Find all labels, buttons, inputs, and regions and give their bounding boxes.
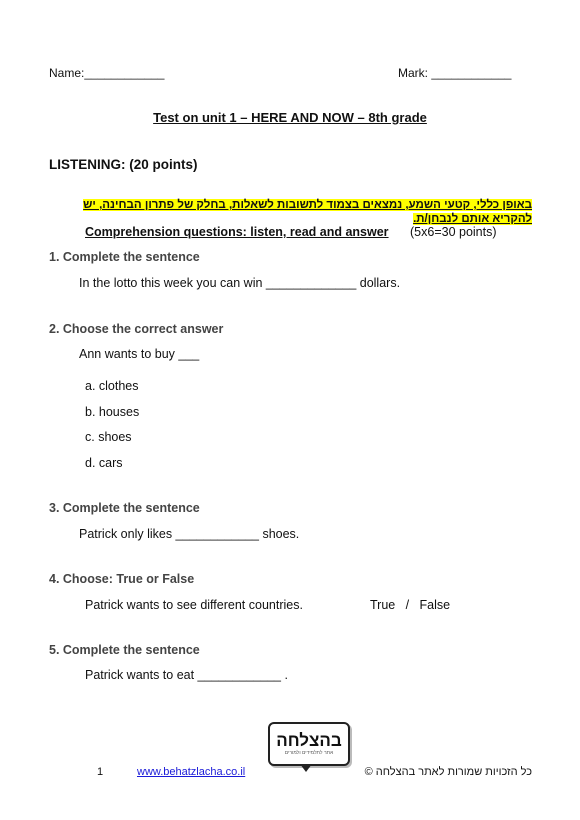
section-points: (5x6=30 points)	[410, 225, 497, 239]
section-heading: LISTENING: (20 points)	[49, 157, 198, 172]
logo-speech-tail	[300, 764, 312, 772]
question-5-heading: 5. Complete the sentence	[49, 643, 200, 657]
page-title: Test on unit 1 – HERE AND NOW – 8th grade	[153, 110, 427, 125]
question-5-text: Patrick wants to eat ____________ .	[85, 668, 288, 682]
question-1-heading: 1. Complete the sentence	[49, 250, 200, 264]
mark-field	[398, 66, 511, 80]
mark-label: Mark:	[398, 66, 428, 80]
question-4-heading: 4. Choose: True or False	[49, 572, 195, 586]
question-2-text: Ann wants to buy ___	[79, 347, 200, 361]
question-2-option-a: a. clothes	[85, 379, 139, 393]
name-field	[49, 66, 164, 80]
name-label: Name:	[49, 66, 85, 80]
mark-blank: ____________	[431, 66, 512, 80]
hebrew-instruction-text: באופן כללי, קטעי השמע, נמצאים בצמוד לתשובות לשאלות, בחלק של פתרון הבחינה, יש להקריא אותם לנבחן/ת.	[83, 199, 532, 225]
hebrew-instruction-note	[70, 198, 532, 226]
behatzlacha-logo	[268, 722, 350, 766]
question-3-text: Patrick only likes ____________ shoes.	[79, 527, 300, 541]
name-blank: ____________	[84, 66, 165, 80]
question-2-option-c: c. shoes	[85, 430, 132, 444]
footer-copyright: כל הזכויות שמורות לאתר בהצלחה ©	[364, 766, 532, 778]
question-2-option-d: d. cars	[85, 456, 123, 470]
question-4-choices: True / False	[370, 598, 451, 612]
question-2-option-b: b. houses	[85, 405, 140, 419]
section-subheading: Comprehension questions: listen, read and answer	[85, 225, 389, 239]
logo-tagline: אתר לתלמידים ולמורים	[284, 750, 334, 756]
page-number: 1	[97, 766, 104, 778]
question-1-text: In the lotto this week you can win _____________ dollars.	[79, 276, 401, 290]
question-4-text: Patrick wants to see different countries.	[85, 598, 303, 612]
question-3-heading: 3. Complete the sentence	[49, 501, 200, 515]
footer-website-link[interactable]: www.behatzlacha.co.il	[137, 766, 246, 778]
question-2-heading: 2. Choose the correct answer	[49, 322, 224, 336]
logo-text: בהצלחה	[276, 731, 342, 750]
